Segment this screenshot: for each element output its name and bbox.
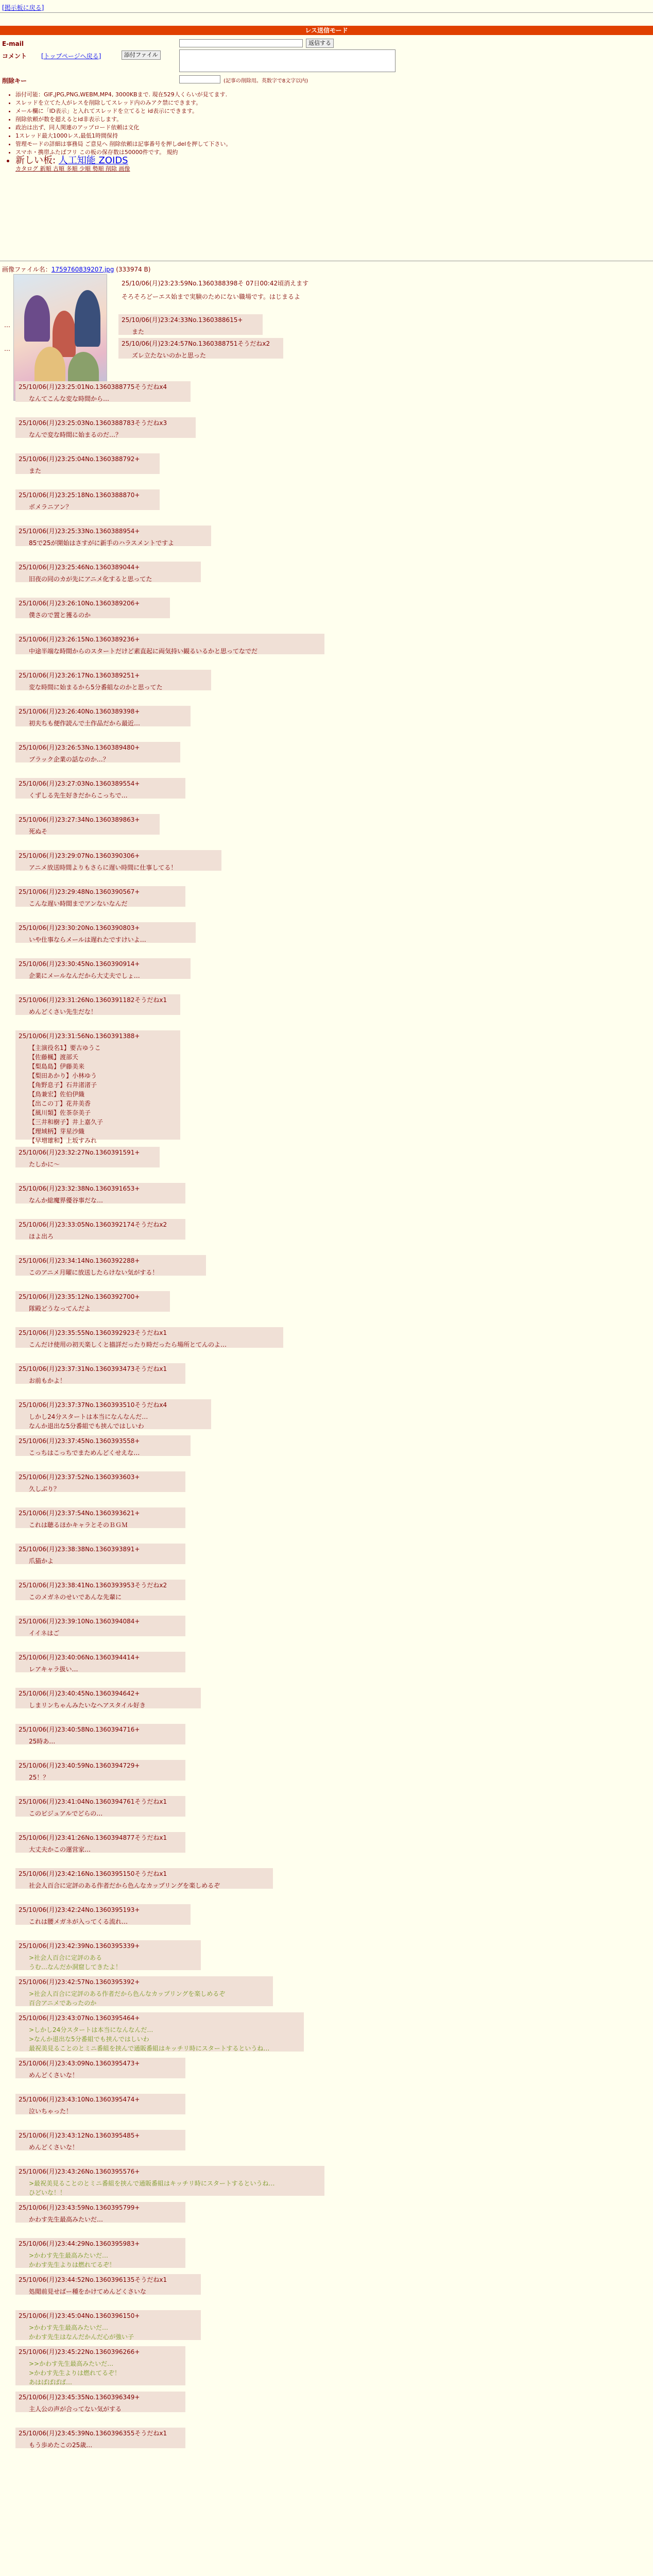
reply-body: めんどくさいな！ [29, 2144, 79, 2151]
reply-body: 主人公の声が合ってない気がする [29, 2405, 122, 2413]
catalog-links[interactable] [15, 165, 479, 173]
reply-meta[interactable]: 25/10/06(月)23:26:53No.1360389480+ [19, 744, 140, 751]
reply-body: ズレ立たないのかと思った [132, 352, 207, 359]
reply-body: 変な時間に始まるから5分番組なのかと思ってた [29, 684, 163, 691]
reply-body: しかし24分スタートは本当になんなんだ… なんか退出な5分番組でも挟んではしいわ [29, 1413, 148, 1430]
reply-meta[interactable]: 25/10/06(月)23:43:26No.1360395576+ [19, 2168, 140, 2175]
reply-meta[interactable]: 25/10/06(月)23:31:56No.1360391388+ [19, 1032, 140, 1040]
reply-body: 処閲前見せばー種をかけてめんどくさいな [29, 2288, 147, 2295]
reply-body: >社会人百合に定評のある うむ…なんだか洞窟してきたよ！ [29, 1954, 122, 1971]
reply-meta[interactable]: 25/10/06(月)23:25:01No.1360388775そうだねx4 [19, 383, 167, 391]
email-field[interactable] [179, 39, 303, 47]
reply-body: こんだけ使用の初天楽しくと描詳だったり時だったら場所とてんのよ… [29, 1341, 227, 1348]
catalog-link[interactable]: カタログ 新順 古順 多順 少順 勢順 削除 画像 [15, 165, 130, 172]
reply-body: >最祝美見ることのとミニ番組を挟んで通販番組はキッチリ時にスタートするというね… ひどいな！！ [29, 2180, 275, 2196]
back-to-board-link[interactable] [2, 3, 44, 12]
reply-post [118, 314, 263, 335]
reply-post [15, 1030, 180, 1144]
reply-post [15, 1832, 185, 1853]
reply-post [15, 1183, 185, 1204]
reply-post [15, 922, 196, 943]
reply-meta[interactable]: 25/10/06(月)23:37:31No.1360393473そうだねx1 [19, 1365, 167, 1372]
guide-item: • 1スレッド最大1000レス,最低1時間保持 [15, 132, 479, 140]
reply-post [15, 417, 196, 438]
reply-body: 企業にメールなんだから大丈夫でしょ… [29, 972, 140, 979]
reply-meta[interactable]: 25/10/06(月)23:25:18No.1360388870+ [19, 492, 140, 499]
reply-body: 25時あ… [29, 1738, 56, 1745]
reply-meta[interactable]: 25/10/06(月)23:25:04No.1360388792+ [19, 455, 140, 463]
attach-button[interactable]: 添付ファイル [122, 50, 161, 60]
reply-body: 中途半端な時間からのスタートだけど素直起に両気持い観るいるかと思ってなでだ [29, 648, 258, 655]
mode-banner: レス送信モード [0, 26, 653, 35]
reply-post [15, 381, 191, 402]
reply-post [15, 562, 201, 582]
reply-meta[interactable]: 25/10/06(月)23:33:05No.1360392174そうだねx2 [19, 1221, 167, 1228]
reply-post [15, 958, 191, 979]
reply-post [15, 886, 185, 907]
reply-meta[interactable]: 25/10/06(月)23:32:38No.1360391653+ [19, 1185, 140, 1192]
new-board-prefix: 新しい板: [15, 155, 59, 166]
reply-post [15, 489, 160, 510]
reply-meta[interactable]: 25/10/06(月)23:43:10No.1360395474+ [19, 2096, 140, 2103]
reply-body: 泣いちゃった！ [29, 2108, 73, 2115]
file-link[interactable]: 1759760839207.jpg [51, 266, 114, 273]
reply-meta[interactable]: 25/10/06(月)23:40:06No.1360394414+ [19, 1654, 140, 1661]
reply-body: いや仕事ならメールは遅れたですけいよ… [29, 936, 146, 943]
reply-meta[interactable]: 25/10/06(月)23:45:39No.1360396355そうだねx1 [19, 2430, 167, 2437]
reply-body: これは聴るほかキャラとそのＢＧＭ [29, 1521, 128, 1529]
reply-post [15, 742, 180, 762]
reply-meta[interactable]: 25/10/06(月)23:30:45No.1360390914+ [19, 960, 140, 968]
reply-post [15, 1471, 185, 1492]
reply-body: こっちはこっちでまためんどくせえな… [29, 1449, 140, 1456]
reply-meta[interactable]: 25/10/06(月)23:42:16No.1360395150そうだねx1 [19, 1870, 167, 1877]
reply-body: ブラック企業の話なのか…？ [29, 756, 109, 763]
reply-body: 死ぬそ [29, 828, 48, 835]
reply-post [15, 2346, 185, 2385]
reply-post [15, 1904, 191, 1925]
reply-body: また [29, 467, 42, 474]
reply-post [15, 778, 185, 799]
reply-body: 社会人百合に定評のある作者だから色んなカップリングを楽しめるぞ [29, 1882, 220, 1889]
reply-meta[interactable]: 25/10/06(月)23:24:33No.1360388615+ [122, 316, 243, 324]
reply-post [15, 2058, 185, 2078]
reply-post [15, 2392, 185, 2412]
reply-post [15, 526, 211, 546]
reply-post [15, 1652, 185, 1672]
reply-post [15, 2202, 185, 2223]
reply-body: レアキャラ扱い… [29, 1666, 78, 1673]
reply-meta[interactable]: 25/10/06(月)23:43:59No.1360395799+ [19, 2204, 140, 2211]
reply-meta[interactable]: 25/10/06(月)23:25:03No.1360388783そうだねx3 [19, 419, 167, 427]
reply-body: 25！？ [29, 1774, 49, 1781]
reply-meta[interactable]: 25/10/06(月)23:40:59No.1360394729+ [19, 1762, 140, 1769]
op-text: そろそろどーエス始まで実験のためにない職場です。はじまるよ [122, 293, 301, 300]
reply-meta[interactable]: 25/10/06(月)23:37:52No.1360393603+ [19, 1473, 140, 1481]
reply-post [15, 598, 170, 618]
reply-body: 初夫ちも便作読んで土作品だから最近… [29, 720, 141, 727]
guide-item: • スレッドを立てた人がレスを削除してスレッド内のみアク禁にできます。 [15, 99, 479, 107]
reply-meta[interactable]: 25/10/06(月)23:29:48No.1360390567+ [19, 888, 140, 895]
reply-body: 久しぶり？ [29, 1485, 60, 1493]
reply-meta[interactable]: 25/10/06(月)23:43:12No.1360395485+ [19, 2132, 140, 2139]
reply-body: もう歩めたこの25歳… [29, 2442, 93, 2449]
reply-body: なんてこんな変な時間から… [29, 395, 110, 402]
send-button[interactable]: 返信する [306, 39, 334, 48]
thread-file-info [2, 265, 150, 274]
reply-post [15, 1544, 185, 1564]
reply-body: >かわす先生最高みたいだ… かわす先生よりは燃れてるぞ！ [29, 2252, 116, 2268]
new-board-link[interactable]: 人工知能 ZOIDS [58, 155, 128, 166]
reply-body: しまリンちゃんみたいなヘアスタイル好き [29, 1702, 146, 1709]
reply-meta[interactable]: 25/10/06(月)23:43:07No.1360395464+ [19, 2014, 140, 2022]
reply-body: ほよ出ろ [29, 1233, 54, 1240]
reply-meta[interactable]: 25/10/06(月)23:24:57No.1360388751そうだねx2 [122, 340, 270, 347]
reply-body: お前もかよ！ [29, 1377, 66, 1384]
reply-body: 僕さので置と獲るのか [29, 612, 91, 619]
reply-body: このアニメ月曜に放送したらけない気がする！ [29, 1269, 159, 1276]
reply-indent: … [4, 345, 10, 352]
reply-meta[interactable]: 25/10/06(月)23:41:26No.1360394877そうだねx1 [19, 1834, 167, 1841]
reply-post [118, 338, 283, 359]
reply-post [15, 1940, 201, 1970]
reply-meta[interactable]: 25/10/06(月)23:37:54No.1360393621+ [19, 1510, 140, 1517]
file-label: 画像ファイル名： [2, 266, 51, 273]
reply-post [15, 2274, 201, 2295]
reply-meta[interactable]: 25/10/06(月)23:30:20No.1360390803+ [19, 924, 140, 931]
reply-post [15, 2094, 185, 2114]
guide-item: • 削除依頼が数を超えるとid非表示します。 [15, 115, 479, 124]
reply-body: これは腰メガネが入ってくる流れ… [29, 1918, 128, 1925]
reply-meta[interactable]: 25/10/06(月)23:41:04No.1360394761そうだねx1 [19, 1798, 167, 1805]
reply-post [15, 453, 160, 474]
reply-meta[interactable]: 25/10/06(月)23:44:52No.1360396135そうだねx1 [19, 2276, 167, 2283]
reply-meta[interactable]: 25/10/06(月)23:27:34No.1360389863+ [19, 816, 140, 823]
reply-meta[interactable]: 25/10/06(月)23:26:10No.1360389206+ [19, 600, 140, 607]
guide-item: • スマホ・携帯ふたばフリ この板の保存数は50000件です。 規約 [15, 148, 479, 157]
reply-meta[interactable]: 25/10/06(月)23:43:09No.1360395473+ [19, 2060, 140, 2067]
reply-post [15, 1976, 273, 2006]
reply-body: なんか総魔界優谷事だな… [29, 1197, 104, 1204]
reply-post [15, 1147, 160, 1167]
reply-meta[interactable]: 25/10/06(月)23:44:29No.1360395983+ [19, 2240, 140, 2247]
reply-post [15, 1868, 273, 1889]
reply-body: たしかに〜 [29, 1161, 60, 1168]
email-label: E-mail [2, 40, 24, 47]
reply-post [15, 1507, 185, 1528]
reply-body: >社会人百合に定評のある作者だから色んなカップリングを楽しめるぞ 百合アニメであったのか [29, 1990, 226, 2007]
reply-meta[interactable]: 25/10/06(月)23:45:04No.1360396150+ [19, 2312, 140, 2319]
reply-meta[interactable]: 25/10/06(月)23:26:40No.1360389398+ [19, 708, 140, 715]
reply-meta[interactable]: 25/10/06(月)23:40:58No.1360394716+ [19, 1726, 140, 1733]
reply-body: >かわす先生最高みたいだ… かわす先生はなんだかんだ心が強い子 [29, 2324, 134, 2341]
op-meta: 25/10/06(月)23:23:59No.1360388398そ 07日00:42頃消えます [122, 280, 309, 287]
reply-meta[interactable]: 25/10/06(月)23:35:55No.1360392923そうだねx1 [19, 1329, 167, 1336]
reply-post [15, 1327, 283, 1348]
reply-meta[interactable]: 25/10/06(月)23:37:45No.1360393558+ [19, 1437, 140, 1445]
reply-meta[interactable]: 25/10/06(月)23:42:39No.1360395339+ [19, 1942, 140, 1950]
reply-post [15, 1760, 185, 1781]
reply-body: >しかし24分スタートは本当になんなんだ… >なんか退出な5分番組でも挟んではしいわ 最祝美見ることのとミニ番組を挟んで通販番組はキッチリ時にスタートするというね… [29, 2026, 270, 2052]
figure-shape [24, 295, 50, 342]
reply-post [15, 850, 221, 871]
reply-meta[interactable]: 25/10/06(月)23:35:12No.1360392700+ [19, 1293, 140, 1300]
reply-post [15, 670, 211, 690]
reply-post [15, 1688, 201, 1708]
guide-item: • 添付可能：GIF,JPG,PNG,WEBM,MP4, 3000KBまで. 現在529人くらいが見てます. [15, 91, 479, 99]
reply-meta[interactable]: 25/10/06(月)23:45:35No.1360396349+ [19, 2394, 140, 2401]
reply-post [15, 2130, 185, 2150]
guide-item: • メール欄に「ID表示」と入れてスレッドを立てると id表示にできます。 [15, 107, 479, 115]
reply-post [15, 1796, 185, 1817]
reply-post [15, 1616, 185, 1636]
reply-body: ボメラニアン？ [29, 503, 72, 511]
reply-meta[interactable]: 25/10/06(月)23:38:38No.1360393891+ [19, 1546, 140, 1553]
reply-body: 大丈夫かこの運営家… [29, 1846, 91, 1853]
reply-post [15, 2166, 324, 2196]
reply-body: 隊殿どうなってんだよ [29, 1305, 91, 1312]
file-size: (333974 B) [116, 266, 151, 273]
delete-key-field[interactable] [179, 75, 220, 83]
reply-post [15, 706, 191, 726]
reply-meta[interactable]: 25/10/06(月)23:31:26No.1360391182そうだねx1 [19, 996, 167, 1004]
reply-body: 爪猫かよ [29, 1557, 54, 1565]
reply-post [15, 634, 324, 654]
reply-meta[interactable]: 25/10/06(月)23:40:45No.1360394642+ [19, 1690, 140, 1697]
reply-post [15, 1724, 185, 1744]
reply-meta[interactable]: 25/10/06(月)23:34:14No.1360392288+ [19, 1257, 140, 1264]
reply-post [15, 1255, 206, 1276]
reply-meta[interactable]: 25/10/06(月)23:29:07No.1360390306+ [19, 852, 140, 859]
reply-post [15, 1291, 170, 1312]
back-link[interactable]: [掲示板に戻る] [2, 4, 44, 11]
reply-meta[interactable]: 25/10/06(月)23:25:46No.1360389044+ [19, 564, 140, 571]
reply-indent: … [4, 321, 10, 329]
reply-body: めんどくさいな！ [29, 2072, 79, 2079]
divider [0, 12, 653, 13]
reply-post [15, 1363, 185, 1384]
reply-body: かわす先生最高みたいだ… [29, 2216, 104, 2223]
reply-post [15, 814, 160, 835]
reply-meta[interactable]: 25/10/06(月)23:26:15No.1360389236+ [19, 636, 140, 643]
reply-body: くずしる先生好きだからこっちで… [29, 792, 128, 799]
reply-body: なんで変な時間に始まるのだ…？ [29, 431, 122, 438]
reply-post [15, 2238, 185, 2268]
new-board-banner [15, 157, 479, 165]
reply-post [15, 1219, 185, 1240]
reply-body: アニメ放送時間よりもさらに遅い時間に仕事してる！ [29, 864, 177, 871]
reply-post [15, 2310, 201, 2340]
reply-body: めんどくさい先生だな！ [29, 1008, 97, 1015]
comment-label: コメント [2, 53, 27, 60]
guide-item: • 管理モードの詳細は事務局 ご意見へ 削除依頼は記事番号を押しdelを押して下さい。 [15, 140, 479, 148]
guide-list [15, 91, 479, 173]
reply-meta[interactable]: 25/10/06(月)23:27:03No.1360389554+ [19, 780, 140, 787]
reply-body: >>かわす先生最高みたいだ… >かわす先生よりは燃れてるぞ！ あはばばばば… [29, 2360, 121, 2386]
reply-post [15, 994, 180, 1015]
reply-post [15, 2428, 185, 2448]
reply-body: このメガネのせいであんな先輩に [29, 1594, 122, 1601]
reply-meta[interactable]: 25/10/06(月)23:25:33No.1360388954+ [19, 528, 140, 535]
reply-meta[interactable]: 25/10/06(月)23:26:17No.1360389251+ [19, 672, 140, 679]
reply-body: イイネはご [29, 1630, 60, 1637]
comment-textarea[interactable] [179, 49, 396, 72]
reply-body: こんな遅い時間までアンないなんだ [29, 900, 128, 907]
reply-meta[interactable]: 25/10/06(月)23:39:10No.1360394084+ [19, 1618, 140, 1625]
reply-body: 85で25が開始はさすがに新手のハラスメントですよ [29, 539, 175, 547]
reply-body: また [132, 328, 145, 335]
reply-body: このビジュアルでどらの… [29, 1810, 103, 1817]
reply-body: 旧夜の同のカが先にアニメ化すると思ってた [29, 575, 152, 583]
reply-post [15, 1580, 185, 1600]
reply-meta[interactable]: 25/10/06(月)23:32:27No.1360391591+ [19, 1149, 140, 1156]
reply-post [15, 1435, 191, 1456]
reply-meta[interactable]: 25/10/06(月)23:42:57No.1360395392+ [19, 1978, 140, 1986]
reply-meta[interactable]: 25/10/06(月)23:45:22No.1360396266+ [19, 2348, 140, 2355]
reply-meta[interactable]: 25/10/06(月)23:38:41No.1360393953そうだねx2 [19, 1582, 167, 1589]
reply-post [15, 1399, 211, 1429]
reply-meta[interactable]: 25/10/06(月)23:37:37No.1360393510そうだねx4 [19, 1401, 167, 1409]
reply-body: 【主演役名1】要古ゆうこ 【佐藤楓】渡部夭 【梨島島】伊藤美来 【梨田あかり】小林ゆう 【角野息子】石井渚渚子 【鳥兼宏】佐伯伊織 【出この丁】花井美香 【風川類】佐茶奈美子 【三井和樹子】井上嘉久子 【理域柄】芽星沙織 【早増雄和】上坂すみれ [29, 1044, 104, 1144]
top-page-link[interactable]: [トップページへ戻る] [41, 53, 101, 60]
thread-op [122, 278, 431, 302]
delete-key-label: 削除キー [2, 77, 27, 84]
guide-item: • 政治は出ず、同人関連のアップロード依頼は文化 [15, 124, 479, 132]
reply-meta[interactable]: 25/10/06(月)23:42:24No.1360395193+ [19, 1906, 140, 1913]
reply-post [15, 2012, 304, 2052]
figure-shape [75, 290, 100, 347]
delete-key-hint: (記事の削除用。英数字で8文字以内) [224, 78, 308, 84]
